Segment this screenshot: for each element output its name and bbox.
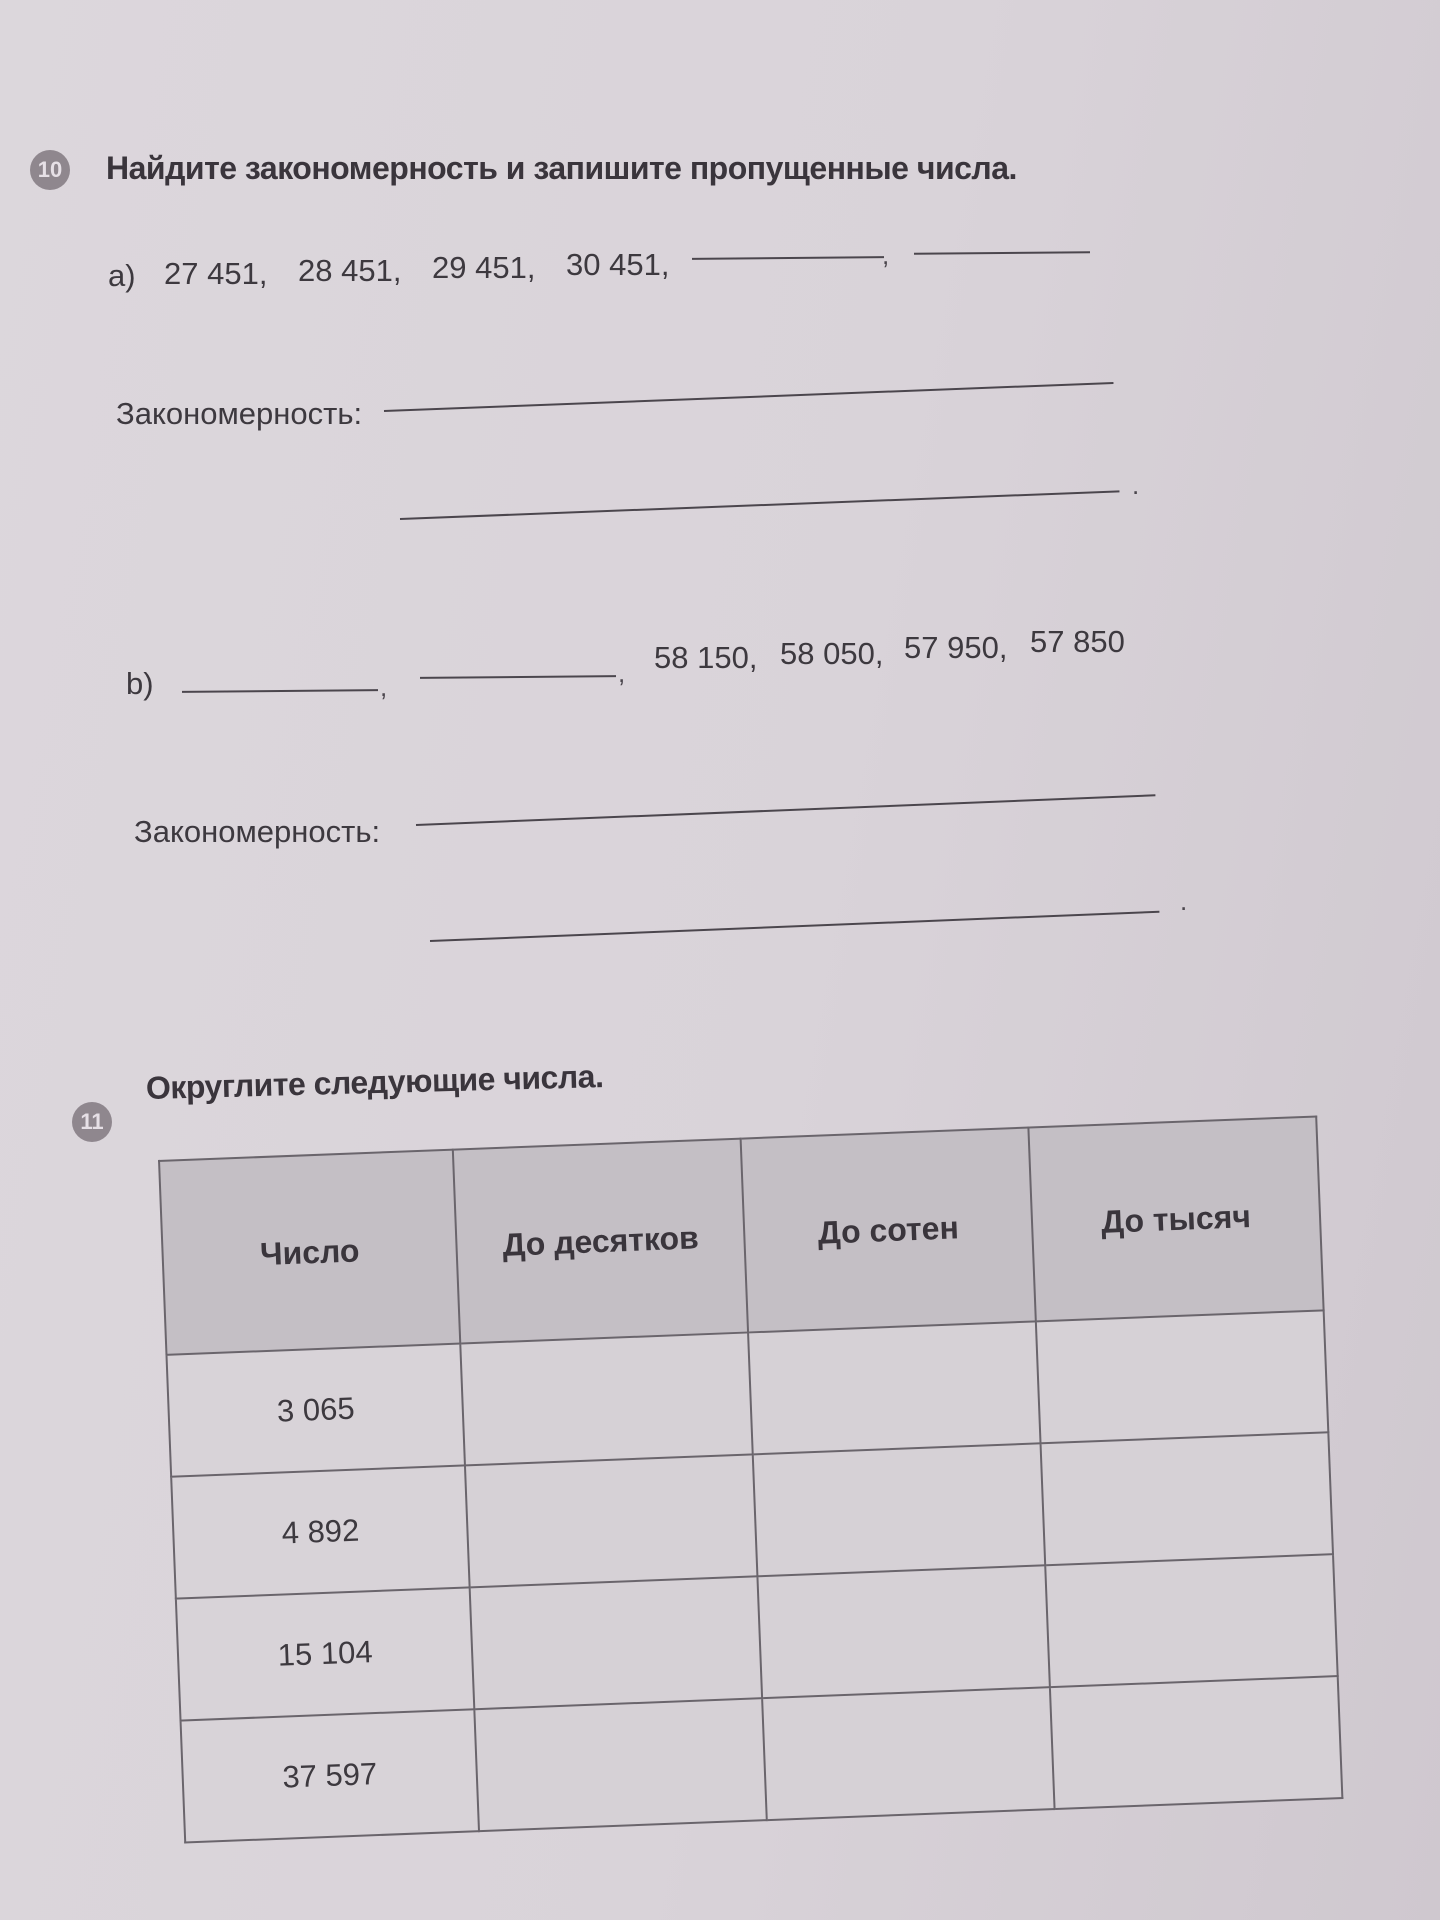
part-b-number-1: 58 150, [654, 640, 758, 675]
exercise-10-number-badge: 10 [30, 150, 70, 190]
part-a-pattern-line-1[interactable] [384, 382, 1114, 412]
part-b-number-2: 58 050, [780, 636, 884, 671]
part-b-comma-2: , [618, 658, 626, 688]
header-hundreds: До сотен [741, 1128, 1036, 1333]
part-a-label: a) [108, 258, 136, 293]
tens-answer-cell[interactable] [475, 1698, 767, 1831]
part-a-number-1: 27 451, [164, 256, 268, 291]
tens-answer-cell[interactable] [470, 1576, 762, 1709]
part-b-period: . [1180, 886, 1188, 916]
part-a-number-3: 29 451, [432, 250, 536, 285]
thousands-answer-cell[interactable] [1050, 1676, 1342, 1809]
part-b-pattern-label: Закономерность: [134, 814, 381, 849]
part-b-pattern-line-2[interactable] [430, 911, 1159, 942]
part-b-answer-blank-1[interactable] [182, 689, 378, 693]
thousands-answer-cell[interactable] [1045, 1554, 1337, 1687]
part-a-answer-blank-1[interactable] [692, 256, 884, 260]
exercise-11-title: Округлите следующие числа. [145, 1058, 604, 1106]
header-number: Число [159, 1150, 460, 1355]
part-b-number-4: 57 850 [1030, 624, 1125, 659]
hundreds-answer-cell[interactable] [762, 1687, 1054, 1820]
part-b-label: b) [126, 666, 154, 701]
header-tens: До десятков [453, 1139, 748, 1344]
part-b-pattern-line-1[interactable] [416, 794, 1155, 826]
number-cell: 4 892 [171, 1465, 470, 1598]
part-a-number-4: 30 451, [566, 247, 670, 282]
part-a-pattern-label: Закономерность: [116, 396, 363, 431]
tens-answer-cell[interactable] [465, 1454, 757, 1587]
header-thousands: До тысяч [1028, 1117, 1323, 1322]
hundreds-answer-cell[interactable] [748, 1321, 1040, 1454]
number-cell: 37 597 [181, 1709, 480, 1842]
part-a-number-2: 28 451, [298, 253, 402, 288]
number-cell: 15 104 [176, 1587, 475, 1720]
thousands-answer-cell[interactable] [1041, 1432, 1333, 1565]
part-b-number-3: 57 950, [904, 630, 1008, 665]
part-a-pattern-line-2[interactable] [400, 490, 1120, 520]
rounding-table [158, 1115, 1343, 1843]
exercise-11-number-badge: 11 [72, 1102, 112, 1142]
number-cell: 3 065 [166, 1344, 465, 1477]
hundreds-answer-cell[interactable] [758, 1565, 1050, 1698]
hundreds-answer-cell[interactable] [753, 1443, 1045, 1576]
part-b-comma-1: , [380, 672, 388, 702]
tens-answer-cell[interactable] [460, 1332, 752, 1465]
thousands-answer-cell[interactable] [1036, 1310, 1328, 1443]
part-a-answer-blank-2[interactable] [914, 251, 1090, 255]
part-a-comma: , [882, 240, 890, 270]
part-b-answer-blank-2[interactable] [420, 675, 616, 679]
part-a-period: . [1132, 470, 1140, 500]
exercise-10-title: Найдите закономерность и запишите пропущенные числа. [106, 150, 1017, 186]
